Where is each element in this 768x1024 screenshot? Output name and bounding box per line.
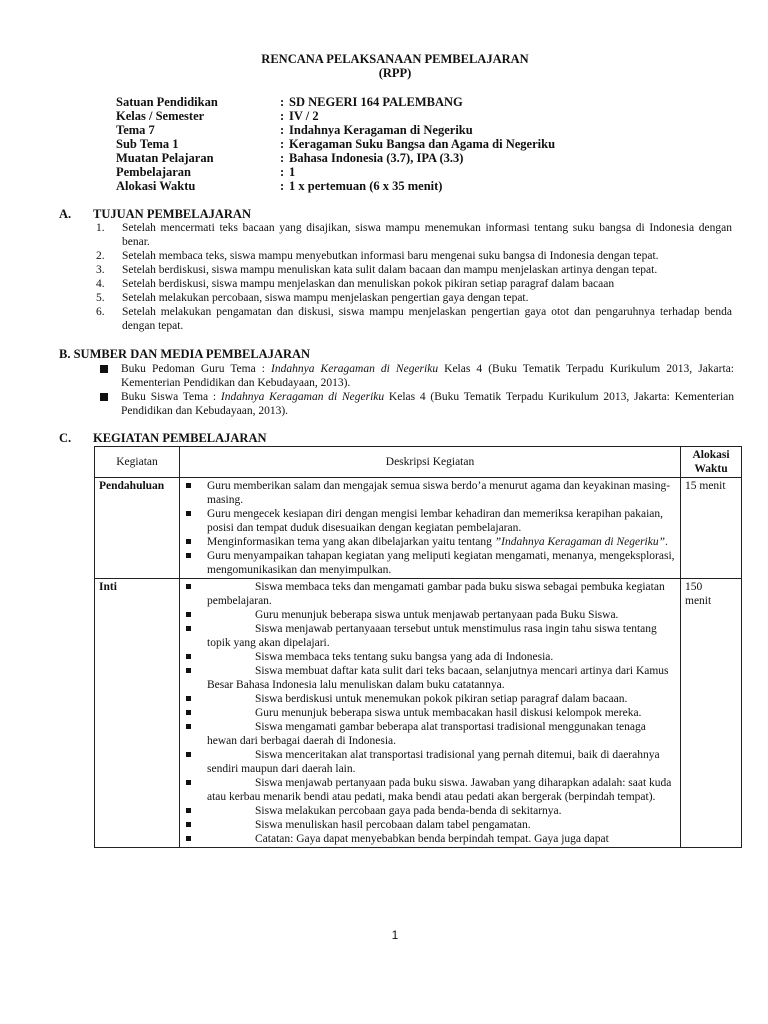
list-item: Siswa mengamati gambar beberapa alat transportasi tradisional menggunakan tenaga hewan dari berbagai daerah di Indonesia. — [184, 720, 676, 748]
identity-label: Kelas / Semester — [116, 109, 205, 123]
square-bullet-icon — [186, 752, 191, 757]
phase-description — [180, 478, 681, 579]
list-item: 6. Setelah melakukan pengamatan dan diskusi, siswa mampu menjelaskan pengertian gaya otot dan pengaruhnya terhadap benda dengan tepat. — [96, 306, 732, 332]
square-bullet-icon — [186, 553, 191, 558]
phase-time: 150 menit — [681, 579, 742, 848]
column-header-waktu: Alokasi Waktu — [681, 447, 742, 478]
list-item: Buku Pedoman Guru Tema : Indahnya Keragaman di Negeriku Kelas 4 (Buku Tematik Terpadu Kurikulum 2013, Jakarta: Kementerian Pendidikan dan Kebudayaan, 2013). — [100, 362, 734, 390]
square-bullet-icon — [186, 654, 191, 659]
square-bullet-icon — [186, 822, 191, 827]
identity-colon: : — [280, 137, 285, 151]
identity-value: Indahnya Keragaman di Negeriku — [289, 123, 473, 137]
square-bullet-icon — [186, 668, 191, 673]
square-bullet-icon — [186, 612, 191, 617]
list-item: Siswa membaca teks tentang suku bangsa yang ada di Indonesia. — [184, 650, 676, 664]
section-letter: C. — [59, 431, 72, 445]
list-item: 4. Setelah berdiskusi, siswa mampu menjelaskan dan menuliskan pokok pikiran setiap paragraf dalam bacaan — [96, 278, 615, 290]
list-item: Buku Siswa Tema : Indahnya Keragaman di Negeriku Kelas 4 (Buku Tematik Terpadu Kurikulum 2013, Jakarta: Kementerian Pendidikan dan Kebudayaan, 2013). — [100, 390, 734, 418]
list-item: 3. Setelah berdiskusi, siswa mampu menuliskan kata sulit dalam bacaan dan mampu menjelaskan artinya dengan tepat. — [96, 264, 658, 276]
square-bullet-icon — [186, 710, 191, 715]
square-bullet-icon — [186, 584, 191, 589]
square-bullet-icon — [186, 483, 191, 488]
identity-value: 1 — [289, 165, 296, 179]
list-item: 5. Setelah melakukan percobaan, siswa mampu menjelaskan pengertian gaya dengan tepat. — [96, 292, 529, 304]
square-bullet-icon — [186, 539, 191, 544]
identity-colon: : — [280, 95, 285, 109]
document-subtitle: (RPP) — [378, 66, 412, 80]
square-bullet-icon — [186, 696, 191, 701]
identity-colon: : — [280, 109, 285, 123]
square-bullet-icon — [100, 393, 108, 401]
table-row — [95, 478, 742, 579]
identity-value: 1 x pertemuan (6 x 35 menit) — [289, 179, 443, 193]
list-item: Guru menunjuk beberapa siswa untuk membacakan hasil diskusi kelompok mereka. — [184, 706, 676, 720]
list-item: Catatan: Gaya dapat menyebabkan benda berpindah tempat. Gaya juga dapat — [184, 832, 676, 846]
page-number: 1 — [391, 928, 399, 942]
phase-label: Pendahuluan — [95, 478, 180, 579]
table-row — [95, 579, 742, 848]
identity-label: Satuan Pendidikan — [116, 95, 218, 109]
objectives-list — [96, 221, 732, 333]
list-item: Siswa berdiskusi untuk menemukan pokok pikiran setiap paragraf dalam bacaan. — [184, 692, 676, 706]
list-item: Siswa menjawab pertanyaaan tersebut untuk menstimulus rasa ingin tahu siswa tentang topik yang akan dipelajari. — [184, 622, 676, 650]
square-bullet-icon — [186, 511, 191, 516]
identity-value: SD NEGERI 164 PALEMBANG — [289, 95, 463, 109]
section-letter: A. — [59, 207, 72, 221]
document-title: RENCANA PELAKSANAAN PEMBELAJARAN — [261, 52, 529, 66]
square-bullet-icon — [186, 808, 191, 813]
square-bullet-icon — [186, 626, 191, 631]
list-item: Siswa menjawab pertanyaan pada buku siswa. Jawaban yang diharapkan adalah: saat kuda atau kerbau menarik bendi atau pedati, maka bendi atau pedati akan bergerak (berpindah tempat). — [184, 776, 676, 804]
identity-value: IV / 2 — [289, 109, 319, 123]
section-title: TUJUAN PEMBELAJARAN — [93, 207, 251, 221]
section-b-heading: B. SUMBER DAN MEDIA PEMBELAJARAN — [59, 347, 311, 361]
list-item: 2. Setelah membaca teks, siswa mampu menyebutkan informasi baru mengenai suku bangsa di Indonesia dengan tepat. — [96, 250, 659, 262]
identity-value: Bahasa Indonesia (3.7), IPA (3.3) — [289, 151, 464, 165]
identity-colon: : — [280, 165, 285, 179]
list-item: Siswa menceritakan alat transportasi tradisional yang pernah ditemui, baik di daerahnya sendiri maupun dari daerah lain. — [184, 748, 676, 776]
square-bullet-icon — [186, 780, 191, 785]
identity-label: Tema 7 — [116, 123, 155, 137]
identity-label: Muatan Pelajaran — [116, 151, 214, 165]
list-item: Guru memberikan salam dan mengajak semua siswa berdo’a menurut agama dan keyakinan masing-masing. — [184, 479, 676, 507]
phase-description — [180, 579, 681, 848]
column-header-deskripsi: Deskripsi Kegiatan — [180, 447, 681, 478]
list-item: Siswa menuliskan hasil percobaan dalam tabel pengamatan. — [184, 818, 676, 832]
identity-colon: : — [280, 123, 285, 137]
identity-label: Alokasi Waktu — [116, 179, 196, 193]
section-title: KEGIATAN PEMBELAJARAN — [93, 431, 267, 445]
square-bullet-icon — [186, 724, 191, 729]
phase-time: 15 menit — [681, 478, 742, 579]
list-item: Siswa membaca teks dan mengamati gambar pada buku siswa sebagai pembuka kegiatan pembelajaran. — [184, 580, 676, 608]
identity-label: Pembelajaran — [116, 165, 191, 179]
phase-label: Inti — [95, 579, 180, 848]
sources-list — [100, 362, 734, 418]
table-header-row — [95, 447, 742, 478]
square-bullet-icon — [186, 836, 191, 841]
list-item: 1. Setelah mencermati teks bacaan yang disajikan, siswa mampu menemukan informasi tentang suku bangsa di Indonesia dengan benar. — [96, 222, 732, 248]
square-bullet-icon — [100, 365, 108, 373]
list-item: Siswa membuat daftar kata sulit dari teks bacaan, selanjutnya mencari artinya dari Kamus Besar Bahasa Indonesia lalu menuliskan dalam buku catatannya. — [184, 664, 676, 692]
activities-table — [94, 446, 742, 848]
list-item: Menginformasikan tema yang akan dibelajarkan yaitu tentang ”Indahnya Keragaman di Negeriku”. — [184, 535, 676, 549]
list-item: Siswa melakukan percobaan gaya pada benda-benda di sekitarnya. — [184, 804, 676, 818]
column-header-kegiatan: Kegiatan — [95, 447, 180, 478]
identity-colon: : — [280, 179, 285, 193]
list-item: Guru mengecek kesiapan diri dengan mengisi lembar kehadiran dan memeriksa kerapihan pakaian, posisi dan tempat duduk disesuaikan dengan kegiatan pembelajaran. — [184, 507, 676, 535]
list-item: Guru menunjuk beberapa siswa untuk menjawab pertanyaan pada Buku Siswa. — [184, 608, 676, 622]
identity-colon: : — [280, 151, 285, 165]
list-item: Guru menyampaikan tahapan kegiatan yang meliputi kegiatan mengamati, menanya, mengeksplorasi, mengomunikasikan dan menyimpulkan. — [184, 549, 676, 577]
identity-label: Sub Tema 1 — [116, 137, 179, 151]
identity-value: Keragaman Suku Bangsa dan Agama di Negeriku — [289, 137, 556, 151]
